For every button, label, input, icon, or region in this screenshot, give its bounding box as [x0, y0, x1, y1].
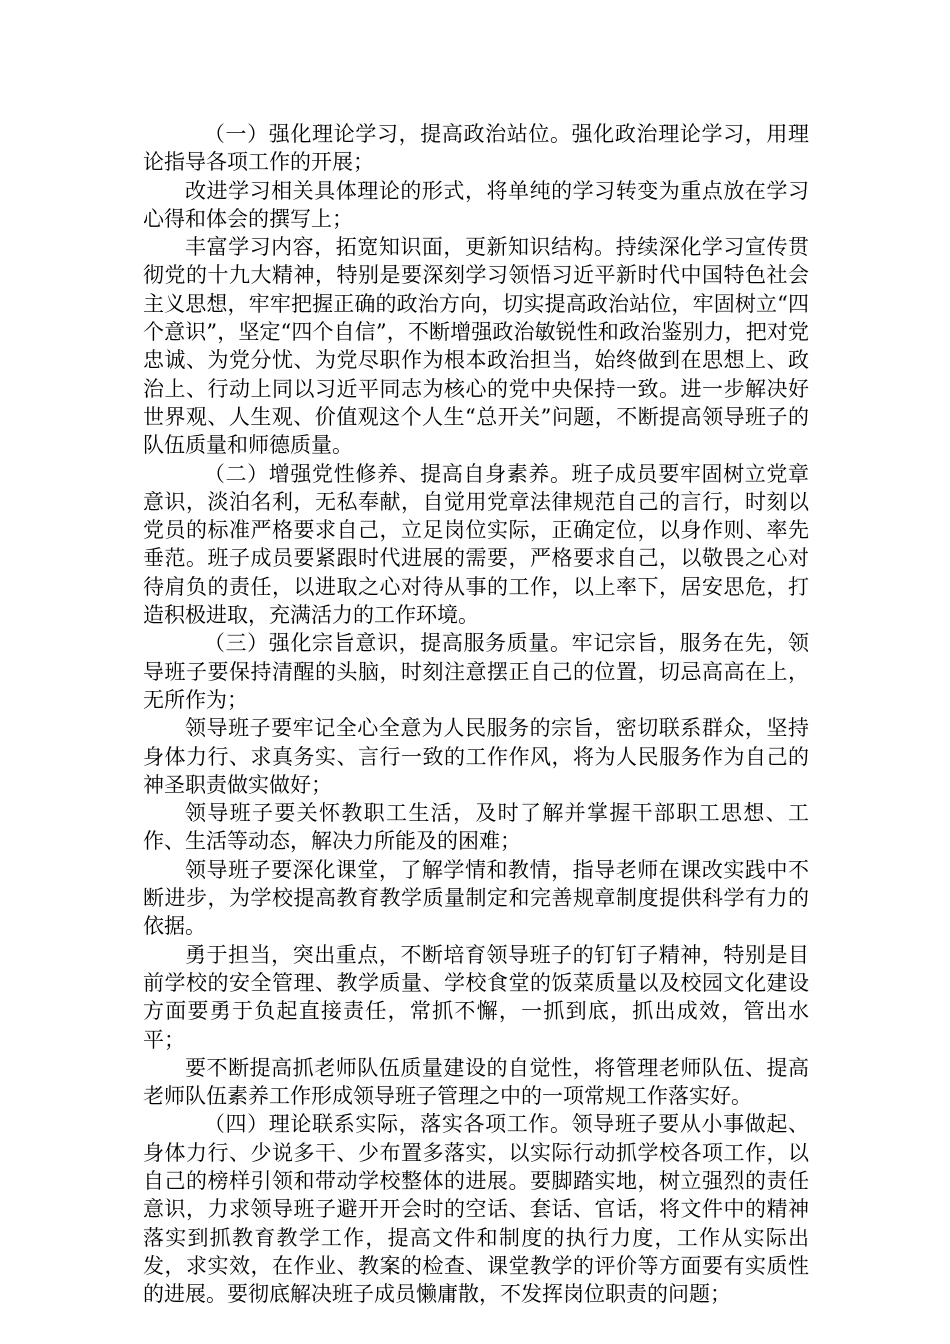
paragraph-3: 丰富学习内容，拓宽知识面，更新知识结构。持续深化学习宣传贯彻党的十九大精神，特别是要深刻学习领悟习近平新时代中国特色社会主义思想，牢牢把握正确的政治方向，切实提高政治站位，牢固树立“四个意识”，坚定“四个自信”，不断增强政治敏锐性和政治鉴别力，把对党忠诚、为党分忧、为党尽职作为根本政治担当，始终做到在思想上、政治上、行动上同以习近平同志为核心的党中央保持一致。进一步解决好世界观、人生观、价值观这个人生“总开关”问题，不断提高领导班子的队伍质量和师德质量。: [143, 235, 809, 458]
paragraph-7: 领导班子要关怀教职工生活，及时了解并掌握干部职工思想、工作、生活等动态，解决力所能及的困难；: [143, 801, 809, 854]
paragraph-11: （四）理论联系实际，落实各项工作。领导班子要从小事做起、身体力行、少说多干、少布置多落实，以实际行动抓学校各项工作，以自己的榜样引领和带动学校整体的进展。要脚踏实地，树立强烈的责任意识，力求领导班子避开开会时的空话、套话、官话，将文件中的精神落实到抓教育教学工作，提高文件和制度的执行力度，工作从实际出发，求实效，在作业、教案的检查、课堂教学的评价等方面要有实质性的进展。要彻底解决班子成员懒庸散，不发挥岗位职责的问题；: [143, 1112, 809, 1307]
paragraph-4: （二）增强党性修养、提高自身素养。班子成员要牢固树立党章意识，淡泊名利，无私奉献，自觉用党章法律规范自己的言行，时刻以党员的标准严格要求自己，立足岗位实际，正确定位，以身作则、率先垂范。班子成员要紧跟时代进展的需要，严格要求自己，以敬畏之心对待肩负的责任，以进取之心对待从事的工作，以上率下，居安思危，打造积极进取，充满活力的工作环境。: [143, 461, 809, 628]
paragraph-1: （一）强化理论学习，提高政治站位。强化政治理论学习，用理论指导各项工作的开展；: [143, 122, 809, 175]
paragraph-5: （三）强化宗旨意识，提高服务质量。牢记宗旨，服务在先，领导班子要保持清醒的头脑，时刻注意摆正自己的位置，切忌高高在上，无所作为；: [143, 631, 809, 712]
paragraph-2: 改进学习相关具体理论的形式，将单纯的学习转变为重点放在学习心得和体会的撰写上；: [143, 178, 809, 231]
paragraph-8: 领导班子要深化课堂，了解学情和教情，指导老师在课改实践中不断进步，为学校提高教育教学质量制定和完善规章制度提供科学有力的依据。: [143, 857, 809, 939]
document-body: [143, 120, 809, 1308]
paragraph-6: 领导班子要牢记全心全意为人民服务的宗旨，密切联系群众，坚持身体力行、求真务实、言行一致的工作作风，将为人民服务作为自己的神圣职责做实做好；: [143, 716, 809, 797]
paragraph-10: 要不断提高抓老师队伍质量建设的自觉性，将管理老师队伍、提高老师队伍素养工作形成领导班子管理之中的一项常规工作落实好。: [143, 1055, 809, 1109]
paragraph-9: 勇于担当，突出重点，不断培育领导班子的钉钉子精神，特别是目前学校的安全管理、教学质量、学校食堂的饭菜质量以及校园文化建设方面要勇于负起直接责任，常抓不懈，一抓到底，抓出成效，管出水平；: [143, 942, 809, 1052]
